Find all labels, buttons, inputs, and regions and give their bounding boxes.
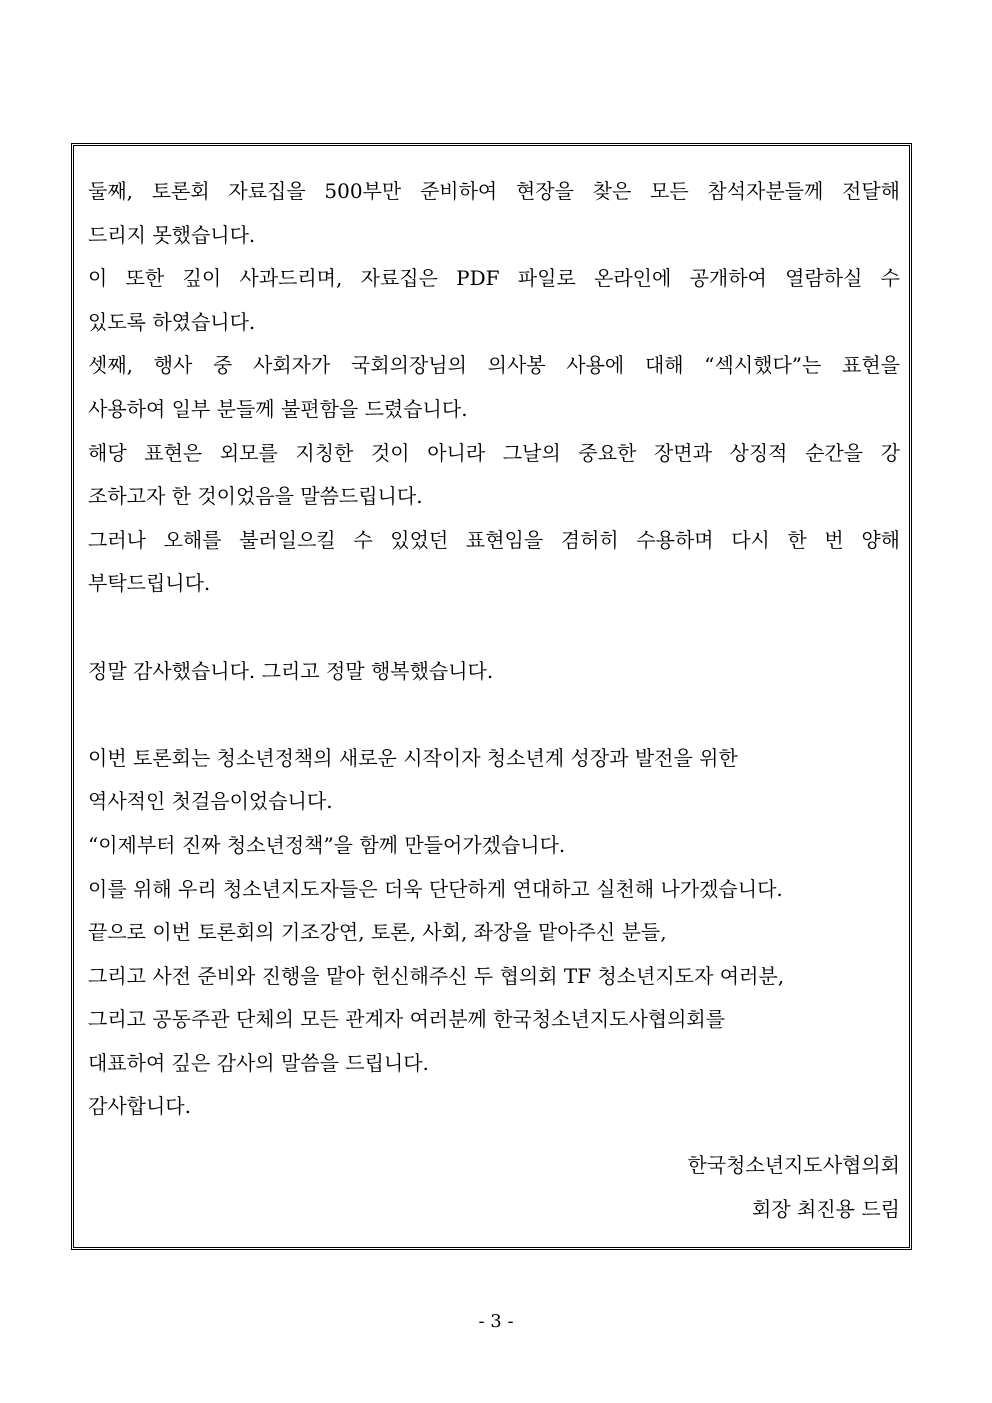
text-line: 사용하여 일부 분들께 불편함을 드렸습니다.: [88, 396, 468, 421]
text-line: 해당 표현은 외모를 지칭한 것이 아니라 그날의 중요한 장면과 상징적 순간을 강: [88, 440, 900, 465]
text-line: 이번 토론회는 청소년정책의 새로운 시작이자 청소년계 성장과 발전을 위한: [88, 745, 738, 770]
letter-body: [88, 170, 900, 1129]
paragraph-pdf-apology: [88, 257, 900, 344]
text-line: 있도록 하였습니다.: [88, 309, 256, 334]
signature-sender: 회장 최진용 드림: [752, 1196, 900, 1221]
paragraph-remark-clarification: [88, 432, 900, 519]
text-line: 셋째, 행사 중 사회자가 국회의장님의 의사봉 사용에 대해 “섹시했다”는 표현을: [88, 353, 900, 378]
text-line: 그러나 오해를 불러일으킬 수 있었던 표현임을 겸허히 수용하며 다시 한 번 양해: [88, 527, 900, 552]
blank-line: [88, 693, 900, 737]
text-line: 드리지 못했습니다.: [88, 222, 256, 247]
text-line: 부탁드립니다.: [88, 571, 211, 596]
text-line: 이를 위해 우리 청소년지도자들은 더욱 단단하게 연대하고 실천해 나가겠습니다.: [88, 876, 783, 901]
paragraph-missing-booklets: [88, 170, 900, 257]
text-line: 이 또한 깊이 사과드리며, 자료집은 PDF 파일로 온라인에 공개하여 열람하실 수: [88, 266, 900, 291]
thanks-line: 정말 감사했습니다. 그리고 정말 행복했습니다.: [88, 658, 494, 683]
signature-organization: 한국청소년지도사협의회: [687, 1153, 900, 1177]
text-line: 그리고 공동주관 단체의 모든 관계자 여러분께 한국청소년지도사협의회를: [88, 1007, 726, 1032]
closing-section: [88, 737, 900, 1129]
text-line: 둘째, 토론회 자료집을 500부만 준비하여 현장을 찾은 모든 참석자분들께 전달해: [88, 179, 900, 203]
text-line: 조하고자 한 것이었음을 말씀드립니다.: [88, 484, 423, 509]
text-line: “이제부터 진짜 청소년정책”을 함께 만들어가겠습니다.: [88, 832, 566, 857]
signature-block: [687, 1144, 900, 1231]
text-line: 대표하여 깊은 감사의 말씀을 드립니다.: [88, 1050, 429, 1075]
paragraph-moderator-remark: [88, 344, 900, 431]
text-line: 그리고 사전 준비와 진행을 맡아 헌신해주신 두 협의회 TF 청소년지도자 여러분,: [88, 963, 785, 988]
text-line: 감사합니다.: [88, 1094, 191, 1119]
paragraph-request-understanding: [88, 519, 900, 606]
text-line: 끝으로 이번 토론회의 기조강연, 토론, 사회, 좌장을 맡아주신 분들,: [88, 920, 667, 945]
blank-line: [88, 606, 900, 650]
page-number: - 3 -: [478, 1311, 514, 1332]
text-line: 역사적인 첫걸음이었습니다.: [88, 789, 333, 814]
